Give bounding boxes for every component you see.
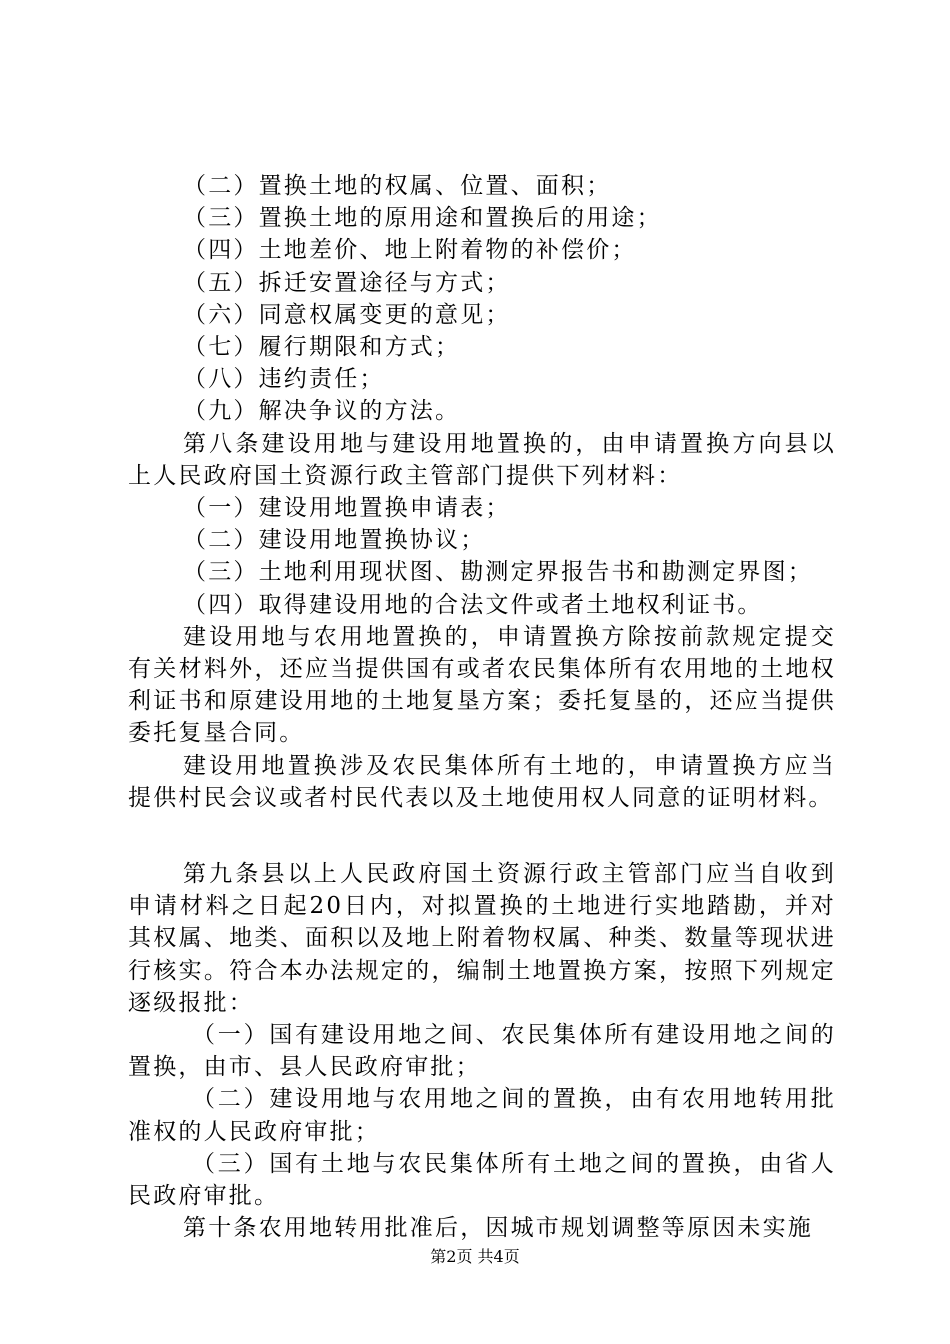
paragraph: （二）建设用地与农用地之间的置换，由有农用地转用批准权的人民政府审批； — [128, 1086, 836, 1145]
paragraph: （一）建设用地置换申请表； — [183, 495, 511, 522]
paragraph: 建设用地与农用地置换的，申请置换方除按前款规定提交有关材料外，还应当提供国有或者农民集体所有农用地的土地权利证书和原建设用地的土地复垦方案；委托复垦的，还应当提供委托复垦合同。 — [128, 623, 836, 747]
paragraph: 建设用地置换涉及农民集体所有土地的，申请置换方应当提供村民会议或者村民代表以及土地使用权人同意的证明材料。 — [128, 752, 836, 811]
paragraph: （八）违约责任； — [183, 366, 385, 393]
paragraph: 第八条建设用地与建设用地置换的，由申请置换方向县以上人民政府国土资源行政主管部门提供下列材料： — [128, 430, 836, 489]
paragraph: （三）土地利用现状图、勘测定界报告书和勘测定界图； — [183, 559, 813, 586]
paragraph: （四）取得建设用地的合法文件或者土地权利证书。 — [183, 591, 763, 618]
document-body — [128, 170, 836, 1245]
paragraph: （三）置换土地的原用途和置换后的用途； — [183, 205, 662, 232]
page-footer: 第2页 共4页 — [430, 1247, 520, 1266]
paragraph: （六）同意权属变更的意见； — [183, 301, 511, 328]
paragraph: 第九条县以上人民政府国土资源行政主管部门应当自收到申请材料之日起20日内，对拟置换的土地进行实地踏勘，并对其权属、地类、面积以及地上附着物权属、种类、数量等现状进行核实。符合本办法规定的，编制土地置换方案，按照下列规定逐级报批： — [128, 861, 836, 1016]
paragraph: （七）履行期限和方式； — [183, 334, 461, 361]
paragraph: 第十条农用地转用批准后，因城市规划调整等原因未实施 — [183, 1215, 813, 1242]
paragraph: （五）拆迁安置途径与方式； — [183, 269, 511, 296]
paragraph: （二）建设用地置换协议； — [183, 527, 486, 554]
paragraph-gap — [128, 814, 836, 858]
paragraph: （三）国有土地与农民集体所有土地之间的置换，由省人民政府审批。 — [128, 1150, 836, 1210]
paragraph: （九）解决争议的方法。 — [183, 398, 461, 425]
paragraph: （一）国有建设用地之间、农民集体所有建设用地之间的置换，由市、县人民政府审批； — [128, 1022, 836, 1081]
paragraph: （四）土地差价、地上附着物的补偿价； — [183, 237, 637, 264]
paragraph: （二）置换土地的权属、位置、面积； — [183, 173, 612, 199]
